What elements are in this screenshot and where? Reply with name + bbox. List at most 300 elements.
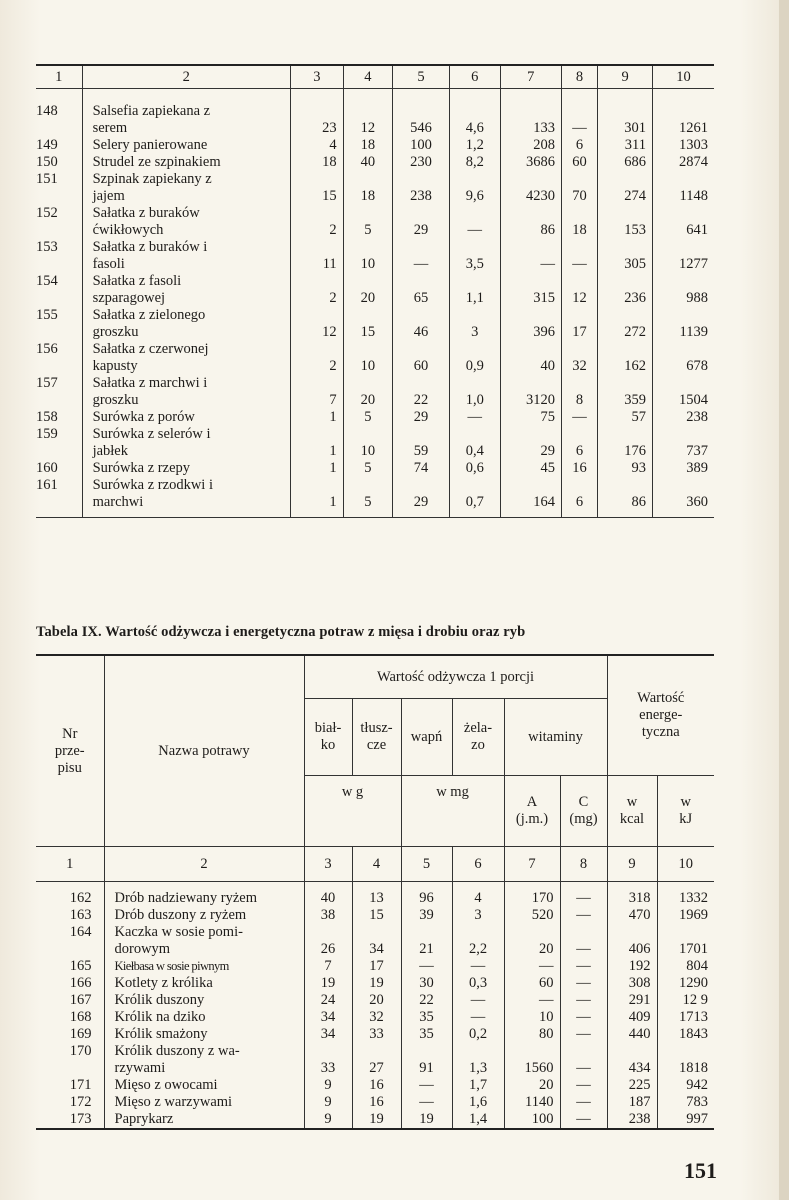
spacer-cell [504,882,560,891]
value-cell: 133 [500,103,561,137]
value-cell: — [504,958,560,975]
value-cell: 7 [291,375,344,409]
header-vitamin-a: A (j.m.) [504,776,560,847]
value-cell: 20 [343,375,392,409]
value-cell: 170 [504,890,560,907]
value-cell: 65 [393,273,450,307]
value-cell: 305 [598,239,653,273]
value-cell: 18 [343,137,392,154]
value-cell: 15 [291,171,344,205]
value-cell: — [560,975,607,992]
value-cell: — [561,103,597,137]
value-cell: 16 [352,1094,401,1111]
value-cell: 0,6 [450,460,500,477]
value-cell: 1713 [657,1009,714,1026]
column-number: 5 [393,65,450,89]
value-cell: — [560,1009,607,1026]
table-row [36,273,714,307]
value-cell: — [560,890,607,907]
value-cell: 1261 [652,103,714,137]
dish-name: Kiełbasa w sosie piwnym [104,958,304,975]
value-cell: 1,3 [452,1043,504,1077]
dish-name: Mięso z warzywami [104,1094,304,1111]
dish-name: Drób duszony z ryżem [104,907,304,924]
column-number: 7 [500,65,561,89]
column-number: 7 [504,847,560,882]
value-cell: 236 [598,273,653,307]
value-cell: 4 [291,137,344,154]
column-number: 10 [652,65,714,89]
table-row [36,426,714,460]
recipe-number: 164 [69,924,92,940]
value-cell: 19 [352,1111,401,1129]
value-cell: 1,1 [450,273,500,307]
value-cell: 15 [343,307,392,341]
value-cell: 238 [607,1111,657,1129]
value-cell: 27 [352,1043,401,1077]
spacer-cell [401,882,452,891]
recipe-number: 173 [36,1111,104,1129]
value-cell: 678 [652,341,714,375]
recipe-number: 165 [69,958,92,974]
value-cell: 19 [352,975,401,992]
value-cell: 91 [401,1043,452,1077]
value-cell: 1290 [657,975,714,992]
column-number-row [36,847,714,882]
spacer-cell [343,89,392,104]
value-cell: 2 [291,205,344,239]
value-cell: 0,9 [450,341,500,375]
value-cell: 804 [657,958,714,975]
value-cell: 8,2 [450,154,500,171]
table-row [36,924,714,958]
dish-name: Sałatka z fasoli szparagowej [82,273,290,307]
header-protein: biał- ko [304,699,352,776]
value-cell: 225 [607,1077,657,1094]
value-cell: 21 [401,924,452,958]
recipe-number: 157 [36,375,58,391]
value-cell: 19 [401,1111,452,1129]
value-cell: 10 [504,1009,560,1026]
table-row [36,341,714,375]
dish-name: Surówka z rzodkwi i marchwi [82,477,290,518]
spacer-cell [291,89,344,104]
value-cell: — [560,1077,607,1094]
value-cell: 272 [598,307,653,341]
spacer-cell [561,89,597,104]
vegetable-dishes-table [36,64,714,518]
value-cell: 60 [393,341,450,375]
header-nr: Nr prze- pisu [36,655,104,847]
value-cell: 22 [393,375,450,409]
recipe-number: 159 [36,426,58,442]
value-cell: 18 [291,154,344,171]
value-cell: 16 [352,1077,401,1094]
value-cell: 546 [393,103,450,137]
spacer-cell [393,89,450,104]
value-cell: — [452,992,504,1009]
value-cell: 315 [500,273,561,307]
value-cell: 1504 [652,375,714,409]
table-row [36,1043,714,1077]
table-row [36,1094,714,1111]
value-cell: 45 [500,460,561,477]
value-cell: 80 [504,1026,560,1043]
column-number-row [36,65,714,89]
value-cell: 18 [561,205,597,239]
recipe-number: 155 [36,307,58,323]
value-cell: — [560,992,607,1009]
column-number: 8 [561,65,597,89]
value-cell: 29 [393,409,450,426]
spacer-cell [82,89,290,104]
value-cell: — [560,1111,607,1129]
value-cell: — [452,958,504,975]
table-row [36,103,714,137]
value-cell: 164 [500,477,561,518]
dish-name: Sałatka z buraków i fasoli [82,239,290,273]
value-cell: 13 [352,890,401,907]
value-cell: — [561,409,597,426]
header-calcium: wapń [401,699,452,776]
dish-name: Surówka z rzepy [82,460,290,477]
value-cell: 1,2 [450,137,500,154]
value-cell: 30 [401,975,452,992]
value-cell: — [560,924,607,958]
spacer-cell [36,89,82,104]
column-number: 1 [36,65,82,89]
dish-name: Królik duszony z wa- rzywami [104,1043,304,1077]
dish-name: Selery panierowane [82,137,290,154]
table-row [36,907,714,924]
value-cell: 1969 [657,907,714,924]
value-cell: 3 [452,907,504,924]
value-cell: 238 [652,409,714,426]
value-cell: 1818 [657,1043,714,1077]
header-energy-group: Wartość energe- tyczna [607,655,714,776]
value-cell: 39 [401,907,452,924]
value-cell: — [500,239,561,273]
dish-name: Sałatka z zielonego groszku [82,307,290,341]
value-cell: 0,2 [452,1026,504,1043]
value-cell: — [401,1094,452,1111]
meat-dishes-table [36,654,714,1130]
page-number: 151 [684,1158,717,1183]
value-cell: 34 [304,1026,352,1043]
value-cell: 3,5 [450,239,500,273]
value-cell: 1 [291,409,344,426]
value-cell: 5 [343,205,392,239]
column-number: 2 [82,65,290,89]
value-cell: 1,6 [452,1094,504,1111]
value-cell: — [401,1077,452,1094]
value-cell: 1140 [504,1094,560,1111]
value-cell: 3686 [500,154,561,171]
table-row [36,137,714,154]
value-cell: 16 [561,460,597,477]
value-cell: 1,0 [450,375,500,409]
value-cell: 10 [343,341,392,375]
value-cell: 20 [504,924,560,958]
dish-name: Drób nadziewany ryżem [104,890,304,907]
value-cell: 187 [607,1094,657,1111]
dish-name: Szpinak zapiekany z jajem [82,171,290,205]
value-cell: 24 [304,992,352,1009]
value-cell: 40 [304,890,352,907]
value-cell: 9,6 [450,171,500,205]
value-cell: 33 [304,1043,352,1077]
recipe-number: 158 [36,409,58,425]
column-number: 6 [450,65,500,89]
value-cell: 70 [561,171,597,205]
dish-name: Sałatka z czerwonej kapusty [82,341,290,375]
spacer-cell [452,882,504,891]
spacer-cell [36,882,104,891]
value-cell: 301 [598,103,653,137]
value-cell: 238 [393,171,450,205]
value-cell: 93 [598,460,653,477]
recipe-number: 161 [36,477,82,518]
dish-name: Królik duszony [104,992,304,1009]
value-cell: 1332 [657,890,714,907]
value-cell: — [450,409,500,426]
column-number: 9 [607,847,657,882]
recipe-number: 171 [69,1077,92,1093]
value-cell: 29 [500,426,561,460]
value-cell: 35 [401,1009,452,1026]
value-cell: 29 [393,205,450,239]
value-cell: 26 [304,924,352,958]
table-row [36,409,714,426]
column-number: 4 [343,65,392,89]
table-row [36,239,714,273]
dish-name: Kaczka w sosie pomi- dorowym [104,924,304,958]
value-cell: 406 [607,924,657,958]
dish-name: Strudel ze szpinakiem [82,154,290,171]
dish-name: Surówka z selerów i jabłek [82,426,290,460]
header-unit-mg: w mg [401,776,504,847]
value-cell: 1139 [652,307,714,341]
value-cell: 2,2 [452,924,504,958]
value-cell: 311 [598,137,653,154]
table-row [36,477,714,518]
column-number: 2 [104,847,304,882]
value-cell: 1303 [652,137,714,154]
value-cell: — [450,205,500,239]
dish-name: Królik smażony [104,1026,304,1043]
column-number: 6 [452,847,504,882]
value-cell: 32 [352,1009,401,1026]
value-cell: 10 [343,426,392,460]
spacer-cell [450,89,500,104]
value-cell: — [561,239,597,273]
column-number: 5 [401,847,452,882]
value-cell: 38 [304,907,352,924]
recipe-number: 156 [36,341,58,357]
value-cell: 1148 [652,171,714,205]
value-cell: 409 [607,1009,657,1026]
table-row [36,1009,714,1026]
value-cell: 10 [343,239,392,273]
value-cell: 360 [652,477,714,518]
value-cell: 19 [304,975,352,992]
recipe-number: 152 [36,205,58,221]
value-cell: 1,7 [452,1077,504,1094]
value-cell: 12 [291,307,344,341]
recipe-number: 162 [69,890,92,906]
value-cell: 1277 [652,239,714,273]
value-cell: 17 [352,958,401,975]
recipe-number: 163 [69,907,92,923]
value-cell: 20 [343,273,392,307]
recipe-number: 166 [69,975,92,991]
value-cell: 6 [561,426,597,460]
value-cell: — [560,907,607,924]
recipe-number: 148 [36,103,58,119]
spacer-row [36,89,714,104]
value-cell: 59 [393,426,450,460]
column-number: 10 [657,847,714,882]
dish-name: Sałatka z marchwi i groszku [82,375,290,409]
value-cell: 208 [500,137,561,154]
header-dish-name: Nazwa potrawy [104,655,304,847]
header-kcal: w kcal [607,776,657,847]
recipe-number: 150 [36,154,58,170]
dish-name: Królik na dziko [104,1009,304,1026]
value-cell: 162 [598,341,653,375]
value-cell: 783 [657,1094,714,1111]
value-cell: 192 [607,958,657,975]
value-cell: 942 [657,1077,714,1094]
value-cell: 23 [291,103,344,137]
value-cell: 12 [561,273,597,307]
value-cell: 100 [504,1111,560,1129]
recipe-number: 172 [69,1094,92,1110]
spacer-cell [352,882,401,891]
value-cell: 18 [343,171,392,205]
value-cell: 1 [291,426,344,460]
value-cell: 20 [504,1077,560,1094]
value-cell: 176 [598,426,653,460]
value-cell: 5 [343,409,392,426]
spacer-cell [607,882,657,891]
column-number: 3 [304,847,352,882]
header-kj: w kJ [657,776,714,847]
table-row [36,307,714,341]
value-cell: 3 [450,307,500,341]
value-cell: 5 [343,477,392,518]
value-cell: 2874 [652,154,714,171]
value-cell: — [560,1043,607,1077]
header-vitamins: witaminy [504,699,607,776]
value-cell: 46 [393,307,450,341]
value-cell: 29 [393,477,450,518]
value-cell: 520 [504,907,560,924]
column-number: 1 [36,847,104,882]
table-row [36,1111,714,1129]
value-cell: 997 [657,1111,714,1129]
value-cell: 318 [607,890,657,907]
column-number: 3 [291,65,344,89]
table-row [36,375,714,409]
value-cell: 20 [352,992,401,1009]
value-cell: 1843 [657,1026,714,1043]
dish-name: Sałatka z buraków ćwikłowych [82,205,290,239]
spacer-cell [104,882,304,891]
value-cell: 6 [561,477,597,518]
spacer-cell [304,882,352,891]
value-cell: 4 [452,890,504,907]
value-cell: 57 [598,409,653,426]
dish-name: Kotlety z królika [104,975,304,992]
recipe-number: 154 [36,273,58,289]
value-cell: 291 [607,992,657,1009]
header-fat: tłusz- cze [352,699,401,776]
column-number: 8 [560,847,607,882]
recipe-number: 149 [36,137,58,153]
value-cell: 86 [598,477,653,518]
value-cell: 440 [607,1026,657,1043]
value-cell: 8 [561,375,597,409]
value-cell: 11 [291,239,344,273]
value-cell: 434 [607,1043,657,1077]
value-cell: 9 [304,1094,352,1111]
value-cell: 74 [393,460,450,477]
value-cell: 2 [291,341,344,375]
value-cell: 3120 [500,375,561,409]
value-cell: 0,4 [450,426,500,460]
table-row [36,975,714,992]
value-cell: 22 [401,992,452,1009]
table-caption: Tabela IX. Wartość odżywcza i energetyczna potraw z mięsa i drobiu oraz ryb [36,624,526,640]
value-cell: 12 9 [657,992,714,1009]
header-unit-g: w g [304,776,401,847]
value-cell: — [401,958,452,975]
table-row [36,1026,714,1043]
value-cell: — [560,1026,607,1043]
value-cell: 686 [598,154,653,171]
value-cell: — [560,1094,607,1111]
spacer-row [36,882,714,891]
value-cell: 100 [393,137,450,154]
spacer-cell [652,89,714,104]
value-cell: 4230 [500,171,561,205]
value-cell: 15 [352,907,401,924]
value-cell: 6 [561,137,597,154]
value-cell: 4,6 [450,103,500,137]
value-cell: 153 [598,205,653,239]
header-vitamin-c: C (mg) [560,776,607,847]
value-cell: 1,4 [452,1111,504,1129]
spacer-cell [598,89,653,104]
value-cell: 1701 [657,924,714,958]
value-cell: 1560 [504,1043,560,1077]
value-cell: 33 [352,1026,401,1043]
value-cell: — [504,992,560,1009]
value-cell: 1 [291,460,344,477]
recipe-number: 160 [36,460,58,476]
table-row [36,958,714,975]
value-cell: 5 [343,460,392,477]
table-row [36,460,714,477]
value-cell: 96 [401,890,452,907]
value-cell: 389 [652,460,714,477]
dish-name: Surówka z porów [82,409,290,426]
value-cell: 17 [561,307,597,341]
value-cell: 60 [504,975,560,992]
recipe-number: 167 [69,992,92,1008]
recipe-number: 168 [69,1009,92,1025]
